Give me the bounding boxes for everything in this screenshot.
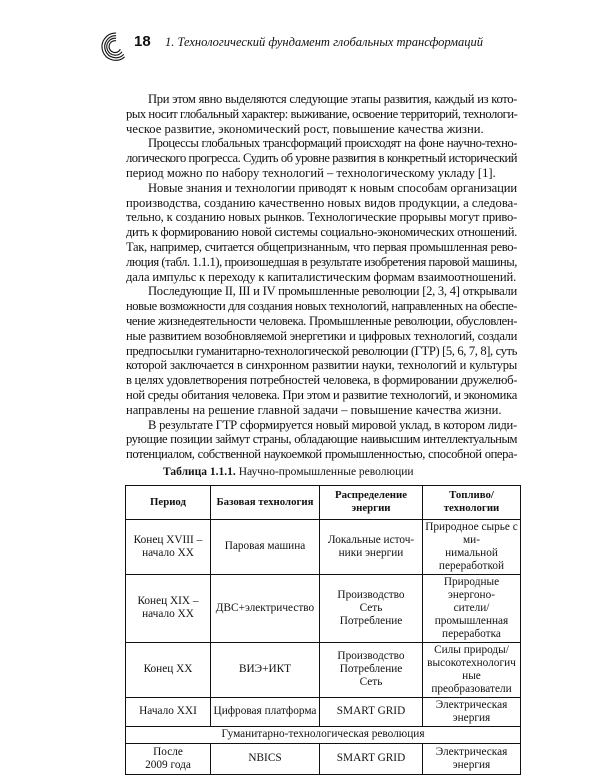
table-header-row — [126, 485, 521, 519]
text-line: Последующие II, III и IV промышленные революции [2, 3, 4] открывали — [148, 284, 517, 299]
cell-line: нимальной — [445, 546, 498, 559]
cell-line: Производство — [337, 588, 405, 601]
cell-line: начало XX — [142, 546, 194, 559]
text-line: направлены на решение главной задачи – повышение качества жизни. — [126, 402, 502, 417]
table-row-merged — [126, 726, 521, 743]
chapter-logo-icon — [94, 28, 128, 62]
caption-text: Научно-промышленные революции — [235, 465, 414, 478]
text-line: рующие позиции займут страны, обладающие наивысшим интеллектуальным — [126, 432, 517, 447]
text-line: в целях удовлетворения потребностей человека, в формировании дружелюб- — [126, 373, 518, 388]
paragraph — [126, 181, 517, 285]
text-line: ные развитием возобновляемой энергетики и цифровых технологий, создали — [126, 328, 517, 343]
text-line: Процессы глобальных трансформаций происходят на фоне научно-техно- — [148, 136, 517, 151]
text-line: При этом явно выделяются следующие этапы развития, каждый из кото- — [148, 92, 517, 106]
text-line: период можно по набору технологий – технологическому укладу [1]. — [126, 165, 496, 180]
table-caption — [163, 465, 414, 479]
column-header: Распределение энергии — [320, 485, 423, 519]
table-cell — [320, 697, 423, 726]
text-line: ческое развитие, экономический рост, повышение качества жизни. — [126, 121, 484, 136]
page-number: 18 — [134, 33, 151, 50]
table-cell — [126, 642, 211, 697]
cell-line: После — [153, 745, 183, 758]
cell-line: энергия — [452, 711, 491, 724]
table-cell — [126, 697, 211, 726]
table-cell — [211, 519, 320, 574]
text-line: Так, например, считается общепризнанным, что первая промышленная рево- — [126, 239, 517, 254]
column-header: Период — [126, 485, 211, 519]
text-line: тельно, к созданию новых рынков. Технологические прорывы могут приво- — [126, 210, 517, 225]
table-cell — [423, 697, 521, 726]
cell-line: начало XX — [142, 608, 194, 621]
text-line: потенциалом, собственной наукоемкой промышленностью, способной опера- — [126, 447, 517, 462]
cell-line: ДВС+электричество — [215, 601, 315, 614]
cell-line: энергия — [452, 758, 491, 771]
text-line: чение жизнедеятельности человека. Промышленные революции, обусловлен- — [126, 313, 517, 328]
cell-line: Сеть — [359, 676, 383, 689]
cell-line: высокотехнологичные — [427, 656, 516, 682]
table-row — [126, 574, 521, 642]
table-cell — [211, 743, 320, 774]
column-header: Базовая технология — [211, 485, 320, 519]
table-row — [126, 743, 521, 774]
cell-line: Потребление — [339, 614, 403, 627]
text-line: которой заключается в синхронном развитии науки, технологий и культуры — [126, 358, 517, 373]
table-cell — [320, 642, 423, 697]
cell-line: 2009 года — [145, 758, 191, 771]
text-line: логического прогресса. Судить об уровне развития в конкретный исторический — [126, 151, 517, 166]
text-line: предпосылки гуманитарно-технологической революции (ГТР) [5, 6, 7, 8], суть — [126, 343, 517, 358]
table-row — [126, 697, 521, 726]
body-text — [126, 92, 517, 462]
table-cell — [320, 519, 423, 574]
table-cell — [320, 574, 423, 642]
paragraph — [126, 92, 517, 136]
table-cell — [126, 743, 211, 774]
cell-line: Паровая машина — [224, 540, 306, 553]
cell-line: сители/промышленная — [434, 601, 509, 627]
cell-line: Электрическая — [435, 698, 508, 711]
cell-line: переработкой — [438, 559, 505, 572]
cell-line: SMART GRID — [336, 752, 406, 765]
caption-label: Таблица 1.1.1. — [163, 465, 236, 478]
table-cell — [423, 519, 521, 574]
cell-line: преобразователи — [431, 682, 512, 695]
cell-line: переработка — [442, 627, 501, 640]
table-cell — [423, 574, 521, 642]
cell-line: SMART GRID — [336, 705, 406, 718]
cell-line: ники энергии — [338, 546, 404, 559]
cell-line: Производство — [337, 650, 405, 663]
text-line: дала импульс к переходу к капиталистическим формам взаимоотношений. — [126, 269, 517, 284]
table-cell — [423, 743, 521, 774]
cell-line: Цифровая платформа — [213, 705, 317, 718]
text-line: В результате ГТР сформируется новый мировой уклад, в котором лиди- — [148, 417, 517, 432]
cell-line: Сеть — [359, 601, 383, 614]
cell-line: Конец XVIII – — [133, 533, 203, 546]
text-line: производства, созданию качественно новых видов продукции, а следова- — [126, 195, 518, 210]
cell-line: ВИЭ+ИКТ — [238, 663, 292, 676]
table-cell — [126, 519, 211, 574]
column-header: Топливо/технологии — [423, 485, 521, 519]
text-line: люция (табл. 1.1.1), произошедшая в результате изобретения паровой машины, — [126, 254, 517, 269]
table-row — [126, 642, 521, 697]
running-title: 1. Технологический фундамент глобальных трансформаций — [165, 35, 484, 49]
merged-cell: Гуманитарно-технологическая революция — [126, 726, 521, 743]
paragraph — [126, 284, 517, 417]
paragraph — [126, 136, 517, 180]
table-cell — [211, 642, 320, 697]
table-cell — [126, 574, 211, 642]
cell-line: Конец XX — [143, 663, 193, 676]
paragraph — [126, 418, 517, 462]
cell-line: NBICS — [248, 752, 282, 765]
text-line: ной среды обитания человека. При этом и развитие технологий, и экономика — [126, 387, 517, 402]
cell-line: Начало XXI — [139, 705, 197, 718]
table-cell — [211, 574, 320, 642]
cell-line: Природные энергоно- — [443, 575, 500, 601]
table-cell — [211, 697, 320, 726]
cell-line: Локальные источ- — [327, 533, 415, 546]
text-line: новые возможности для создания новых технологий, направленных на обеспе- — [126, 299, 517, 314]
text-line: дить к формированию новой системы социально-экономических отношений. — [126, 225, 517, 240]
text-line: рых носит глобальный характер: выживание, освоение территорий, технологи- — [126, 106, 518, 121]
cell-line: Потребление — [339, 663, 403, 676]
table-cell — [423, 642, 521, 697]
text-line: Новые знания и технологии приводят к новым способам организации — [148, 180, 517, 195]
revolutions-table — [125, 485, 521, 775]
cell-line: Конец XIX – — [137, 595, 199, 608]
cell-line: Силы природы/ — [434, 643, 509, 656]
cell-line: Природное сырье с ми- — [425, 520, 518, 546]
table-row — [126, 519, 521, 574]
cell-line: Электрическая — [435, 745, 508, 758]
table-cell — [320, 743, 423, 774]
